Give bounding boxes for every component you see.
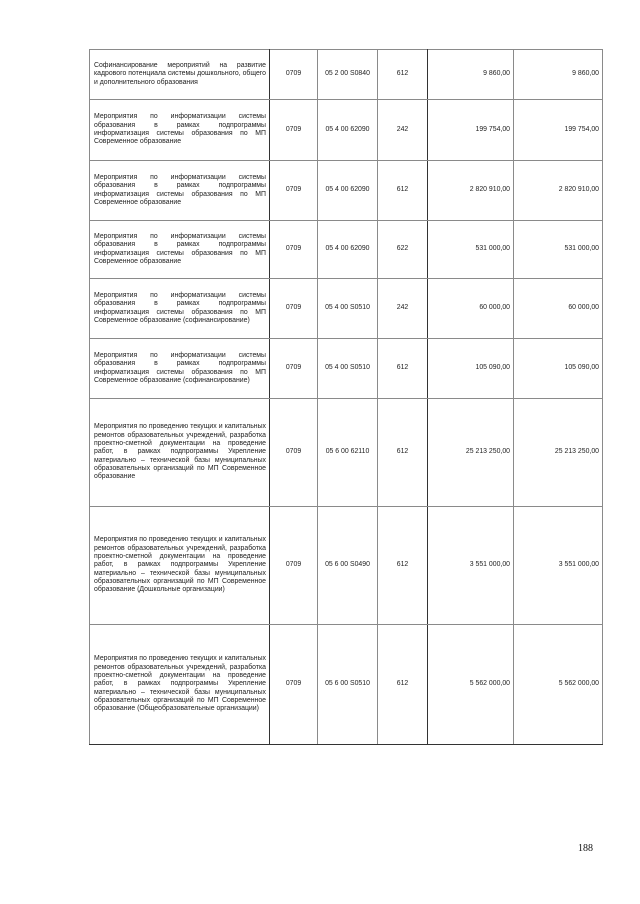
budget-table	[89, 49, 603, 745]
expense-type-code: 242	[378, 100, 428, 161]
table-row	[90, 161, 603, 221]
expense-type-code: 612	[378, 161, 428, 221]
table-row	[90, 50, 603, 100]
table-row	[90, 279, 603, 339]
target-article-code: 05 4 00 62090	[318, 100, 378, 161]
expense-type-code: 612	[378, 399, 428, 507]
amount-2: 105 090,00	[514, 339, 603, 399]
amount-2: 2 820 910,00	[514, 161, 603, 221]
amount-1: 25 213 250,00	[428, 399, 514, 507]
amount-2: 25 213 250,00	[514, 399, 603, 507]
amount-2: 60 000,00	[514, 279, 603, 339]
target-article-code: 05 4 00 S0510	[318, 339, 378, 399]
row-name: Мероприятия по проведению текущих и капитальных ремонтов образовательных учреждений, разработка проектно-сметной документации на проведение работ, в рамках подпрограммы Укрепление материально – технической базы муниципальных образовательных организаций по МП Современное образование	[90, 399, 270, 507]
section-code: 0709	[270, 625, 318, 745]
target-article-code: 05 6 00 S0490	[318, 507, 378, 625]
section-code: 0709	[270, 50, 318, 100]
amount-1: 199 754,00	[428, 100, 514, 161]
table-row	[90, 339, 603, 399]
expense-type-code: 612	[378, 50, 428, 100]
amount-1: 2 820 910,00	[428, 161, 514, 221]
target-article-code: 05 4 00 62090	[318, 221, 378, 279]
section-code: 0709	[270, 100, 318, 161]
row-name: Мероприятия по информатизации системы образования в рамках подпрограммы информатизация системы образования по МП Современное образование	[90, 100, 270, 161]
section-code: 0709	[270, 161, 318, 221]
amount-2: 5 562 000,00	[514, 625, 603, 745]
amount-1: 105 090,00	[428, 339, 514, 399]
table-row	[90, 100, 603, 161]
row-name: Мероприятия по информатизации системы образования в рамках подпрограммы информатизация системы образования по МП Современное образование	[90, 161, 270, 221]
row-name: Мероприятия по информатизации системы образования в рамках подпрограммы информатизация системы образования по МП Современное образование (софинансирование)	[90, 339, 270, 399]
target-article-code: 05 4 00 62090	[318, 161, 378, 221]
amount-1: 3 551 000,00	[428, 507, 514, 625]
amount-2: 531 000,00	[514, 221, 603, 279]
row-name: Мероприятия по проведению текущих и капитальных ремонтов образовательных учреждений, разработка проектно-сметной документации на проведение работ, в рамках подпрограммы Укрепление материально – технической базы муниципальных образовательных организаций по МП Современное образование (Общеобразовательные организации)	[90, 625, 270, 745]
section-code: 0709	[270, 399, 318, 507]
expense-type-code: 622	[378, 221, 428, 279]
target-article-code: 05 4 00 S0510	[318, 279, 378, 339]
table-row	[90, 399, 603, 507]
amount-1: 531 000,00	[428, 221, 514, 279]
row-name: Софинансирование мероприятий на развитие кадрового потенциала системы дошкольного, общего и дополнительного образования	[90, 50, 270, 100]
row-name: Мероприятия по проведению текущих и капитальных ремонтов образовательных учреждений, разработка проектно-сметной документации на проведение работ, в рамках подпрограммы Укрепление материально – технической базы муниципальных образовательных организаций по МП Современное образование (Дошкольные организации)	[90, 507, 270, 625]
section-code: 0709	[270, 507, 318, 625]
expense-type-code: 242	[378, 279, 428, 339]
amount-2: 3 551 000,00	[514, 507, 603, 625]
expense-type-code: 612	[378, 339, 428, 399]
target-article-code: 05 2 00 S0840	[318, 50, 378, 100]
section-code: 0709	[270, 221, 318, 279]
target-article-code: 05 6 00 62110	[318, 399, 378, 507]
expense-type-code: 612	[378, 625, 428, 745]
amount-1: 60 000,00	[428, 279, 514, 339]
section-code: 0709	[270, 339, 318, 399]
expense-type-code: 612	[378, 507, 428, 625]
amount-2: 199 754,00	[514, 100, 603, 161]
table-row	[90, 507, 603, 625]
target-article-code: 05 6 00 S0510	[318, 625, 378, 745]
row-name: Мероприятия по информатизации системы образования в рамках подпрограммы информатизация системы образования по МП Современное образование (софинансирование)	[90, 279, 270, 339]
table-row	[90, 221, 603, 279]
amount-1: 9 860,00	[428, 50, 514, 100]
section-code: 0709	[270, 279, 318, 339]
page-number: 188	[578, 843, 593, 854]
table-row	[90, 625, 603, 745]
row-name: Мероприятия по информатизации системы образования в рамках подпрограммы информатизация системы образования по МП Современное образование	[90, 221, 270, 279]
amount-2: 9 860,00	[514, 50, 603, 100]
amount-1: 5 562 000,00	[428, 625, 514, 745]
